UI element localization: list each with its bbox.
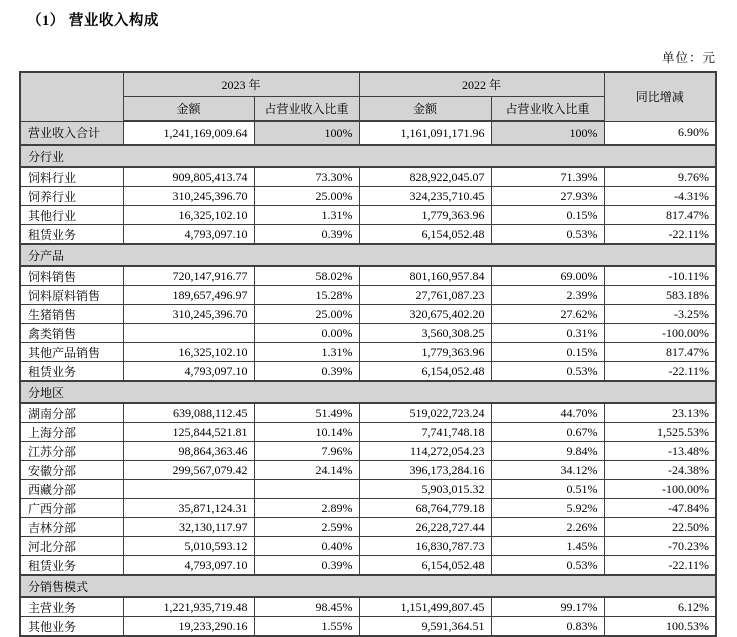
- row-label: 其他产品销售: [20, 343, 123, 362]
- amount-2023: 4,793,097.10: [123, 225, 254, 245]
- share-2022: 0.53%: [491, 225, 604, 245]
- amount-2023: [123, 480, 254, 499]
- table-row: [20, 403, 716, 423]
- row-label: 租赁业务: [20, 556, 123, 576]
- table-row: [20, 286, 716, 305]
- row-label: 租赁业务: [20, 225, 123, 245]
- amount-2022: 68,764,779.18: [359, 499, 491, 518]
- row-label: 吉林分部: [20, 518, 123, 537]
- yoy-change: 1,525.53%: [604, 423, 716, 442]
- share-2022: 1.45%: [491, 537, 604, 556]
- row-label: 饲养行业: [20, 187, 123, 206]
- share-2022: 0.15%: [491, 343, 604, 362]
- table-row: [20, 225, 716, 245]
- yoy-change: 100.53%: [604, 617, 716, 637]
- section-band-row: [20, 381, 716, 403]
- amount-2022: 1,161,091,171.96: [359, 121, 491, 145]
- yoy-change: -10.11%: [604, 266, 716, 286]
- amount-2022: 1,779,363.96: [359, 206, 491, 225]
- amount-2022: 3,560,308.25: [359, 324, 491, 343]
- amount-2023: 1,221,935,719.48: [123, 597, 254, 617]
- share-2022: 34.12%: [491, 461, 604, 480]
- amount-2022: 5,903,015.32: [359, 480, 491, 499]
- table-row: [20, 537, 716, 556]
- share-2023: 0.00%: [254, 324, 359, 343]
- row-label: 生猪销售: [20, 305, 123, 324]
- yoy-change: 817.47%: [604, 206, 716, 225]
- amount-2023: 4,793,097.10: [123, 362, 254, 382]
- amount-2023: [123, 324, 254, 343]
- amount-2022: 320,675,402.20: [359, 305, 491, 324]
- yoy-change: -100.00%: [604, 480, 716, 499]
- amount-2022: 114,272,054.23: [359, 442, 491, 461]
- table-row: [20, 266, 716, 286]
- yoy-change: -70.23%: [604, 537, 716, 556]
- row-label: 主营业务: [20, 597, 123, 617]
- row-label: 上海分部: [20, 423, 123, 442]
- section-band-row: [20, 575, 716, 597]
- amount-2022: 801,160,957.84: [359, 266, 491, 286]
- yoy-change: -47.84%: [604, 499, 716, 518]
- page-title: （1） 营业收入构成: [27, 13, 159, 29]
- yoy-change: 22.50%: [604, 518, 716, 537]
- section-band-row: [20, 145, 716, 167]
- share-2023: 58.02%: [254, 266, 359, 286]
- amount-2022: 27,761,087.23: [359, 286, 491, 305]
- amount-2022: 828,922,045.07: [359, 167, 491, 187]
- amount-2023: 35,871,124.31: [123, 499, 254, 518]
- share-2022: 69.00%: [491, 266, 604, 286]
- amount-2023: 299,567,079.42: [123, 461, 254, 480]
- share-2023: 10.14%: [254, 423, 359, 442]
- share-2023: 25.00%: [254, 187, 359, 206]
- yoy-change: -13.48%: [604, 442, 716, 461]
- share-2023-header: 占营业收入比重: [254, 97, 359, 122]
- amount-2023: 1,241,169,009.64: [123, 121, 254, 145]
- table-row: [20, 499, 716, 518]
- share-2023: [254, 480, 359, 499]
- amount-2022: 519,022,723.24: [359, 403, 491, 423]
- yoy-change: 6.90%: [604, 121, 716, 145]
- share-2022: 9.84%: [491, 442, 604, 461]
- share-2022: 0.53%: [491, 556, 604, 576]
- amount-2023: 189,657,496.97: [123, 286, 254, 305]
- revenue-composition-table: [19, 71, 717, 637]
- share-2023: 0.39%: [254, 225, 359, 245]
- table-row: [20, 167, 716, 187]
- share-2022: 27.62%: [491, 305, 604, 324]
- section-band-row: [20, 244, 716, 266]
- row-label: 饲料销售: [20, 266, 123, 286]
- yoy-change: -24.38%: [604, 461, 716, 480]
- amount-2022: 7,741,748.18: [359, 423, 491, 442]
- share-2022: 0.53%: [491, 362, 604, 382]
- share-2022: 2.39%: [491, 286, 604, 305]
- row-label: 其他业务: [20, 617, 123, 637]
- yoy-change: 817.47%: [604, 343, 716, 362]
- amount-2023: 16,325,102.10: [123, 206, 254, 225]
- section-band-label: 分地区: [20, 381, 716, 403]
- amount-2023: 310,245,396.70: [123, 187, 254, 206]
- share-2022: 5.92%: [491, 499, 604, 518]
- yoy-change: -100.00%: [604, 324, 716, 343]
- yoy-change: -22.11%: [604, 225, 716, 245]
- amount-2023: 125,844,521.81: [123, 423, 254, 442]
- share-2022: 0.67%: [491, 423, 604, 442]
- row-label: 饲料行业: [20, 167, 123, 187]
- yoy-change: 6.12%: [604, 597, 716, 617]
- table-row: [20, 187, 716, 206]
- amount-2022: 9,591,364.51: [359, 617, 491, 637]
- amount-2022: 26,228,727.44: [359, 518, 491, 537]
- table-row: [20, 518, 716, 537]
- table-row: [20, 324, 716, 343]
- row-label: 安徽分部: [20, 461, 123, 480]
- share-2023: 2.89%: [254, 499, 359, 518]
- amount-2022: 16,830,787.73: [359, 537, 491, 556]
- share-2022: 0.83%: [491, 617, 604, 637]
- table-row: [20, 206, 716, 225]
- amount-2022: 6,154,052.48: [359, 225, 491, 245]
- header-row-years: [20, 72, 716, 97]
- share-2022: 0.15%: [491, 206, 604, 225]
- yoy-change: -4.31%: [604, 187, 716, 206]
- amount-2022: 396,173,284.16: [359, 461, 491, 480]
- amount-2023: 5,010,593.12: [123, 537, 254, 556]
- row-label: 其他行业: [20, 206, 123, 225]
- amount-2023: 4,793,097.10: [123, 556, 254, 576]
- row-label: 广西分部: [20, 499, 123, 518]
- share-2023: 1.55%: [254, 617, 359, 637]
- row-label: 湖南分部: [20, 403, 123, 423]
- share-2023: 2.59%: [254, 518, 359, 537]
- share-2023: 51.49%: [254, 403, 359, 423]
- yoy-change: 9.76%: [604, 167, 716, 187]
- share-2022: 27.93%: [491, 187, 604, 206]
- yoy-change: -22.11%: [604, 362, 716, 382]
- share-2022-header: 占营业收入比重: [491, 97, 604, 122]
- row-label: 禽类销售: [20, 324, 123, 343]
- amount-2022: 1,779,363.96: [359, 343, 491, 362]
- share-2023: 7.96%: [254, 442, 359, 461]
- table-row: [20, 461, 716, 480]
- table-row: [20, 480, 716, 499]
- row-label: 江苏分部: [20, 442, 123, 461]
- amount-2023: 310,245,396.70: [123, 305, 254, 324]
- amount-2022: 1,151,499,807.45: [359, 597, 491, 617]
- amount-2022: 6,154,052.48: [359, 362, 491, 382]
- row-label: 租赁业务: [20, 362, 123, 382]
- yoy-change: -22.11%: [604, 556, 716, 576]
- row-label: 西藏分部: [20, 480, 123, 499]
- amount-2023-header: 金额: [123, 97, 254, 122]
- share-2023: 100%: [254, 121, 359, 145]
- amount-2022: 6,154,052.48: [359, 556, 491, 576]
- yoy-change: 23.13%: [604, 403, 716, 423]
- share-2023: 73.30%: [254, 167, 359, 187]
- table-row: [20, 343, 716, 362]
- table-row: [20, 556, 716, 576]
- share-2022: 0.31%: [491, 324, 604, 343]
- section-band-label: 分销售模式: [20, 575, 716, 597]
- unit-label: 单位：元: [661, 51, 716, 65]
- table-row: [20, 597, 716, 617]
- share-2022: 99.17%: [491, 597, 604, 617]
- table-row: [20, 362, 716, 382]
- share-2023: 24.14%: [254, 461, 359, 480]
- amount-2023: 720,147,916.77: [123, 266, 254, 286]
- share-2022: 44.70%: [491, 403, 604, 423]
- share-2023: 1.31%: [254, 206, 359, 225]
- share-2023: 0.39%: [254, 556, 359, 576]
- row-label: 河北分部: [20, 537, 123, 556]
- share-2023: 1.31%: [254, 343, 359, 362]
- amount-2023: 98,864,363.46: [123, 442, 254, 461]
- share-2023: 98.45%: [254, 597, 359, 617]
- yoy-change: -3.25%: [604, 305, 716, 324]
- amount-2022: 324,235,710.45: [359, 187, 491, 206]
- row-label: 营业收入合计: [20, 121, 123, 145]
- amount-2023: 639,088,112.45: [123, 403, 254, 423]
- year-2022-header: 2022 年: [359, 72, 604, 97]
- table-row: [20, 423, 716, 442]
- amount-2023: 16,325,102.10: [123, 343, 254, 362]
- year-2023-header: 2023 年: [123, 72, 359, 97]
- yoy-change: 583.18%: [604, 286, 716, 305]
- table-row: [20, 442, 716, 461]
- section-band-label: 分产品: [20, 244, 716, 266]
- yoy-header: 同比增减: [604, 72, 716, 121]
- corner-cell: [20, 72, 123, 121]
- section-band-label: 分行业: [20, 145, 716, 167]
- share-2022: 0.51%: [491, 480, 604, 499]
- share-2022: 100%: [491, 121, 604, 145]
- share-2022: 2.26%: [491, 518, 604, 537]
- amount-2023: 909,805,413.74: [123, 167, 254, 187]
- amount-2022-header: 金额: [359, 97, 491, 122]
- share-2023: 0.40%: [254, 537, 359, 556]
- amount-2023: 32,130,117.97: [123, 518, 254, 537]
- total-row: [20, 121, 716, 145]
- share-2023: 0.39%: [254, 362, 359, 382]
- table-row: [20, 617, 716, 637]
- share-2023: 25.00%: [254, 305, 359, 324]
- share-2022: 71.39%: [491, 167, 604, 187]
- row-label: 饲料原料销售: [20, 286, 123, 305]
- amount-2023: 19,233,290.16: [123, 617, 254, 637]
- share-2023: 15.28%: [254, 286, 359, 305]
- table-row: [20, 305, 716, 324]
